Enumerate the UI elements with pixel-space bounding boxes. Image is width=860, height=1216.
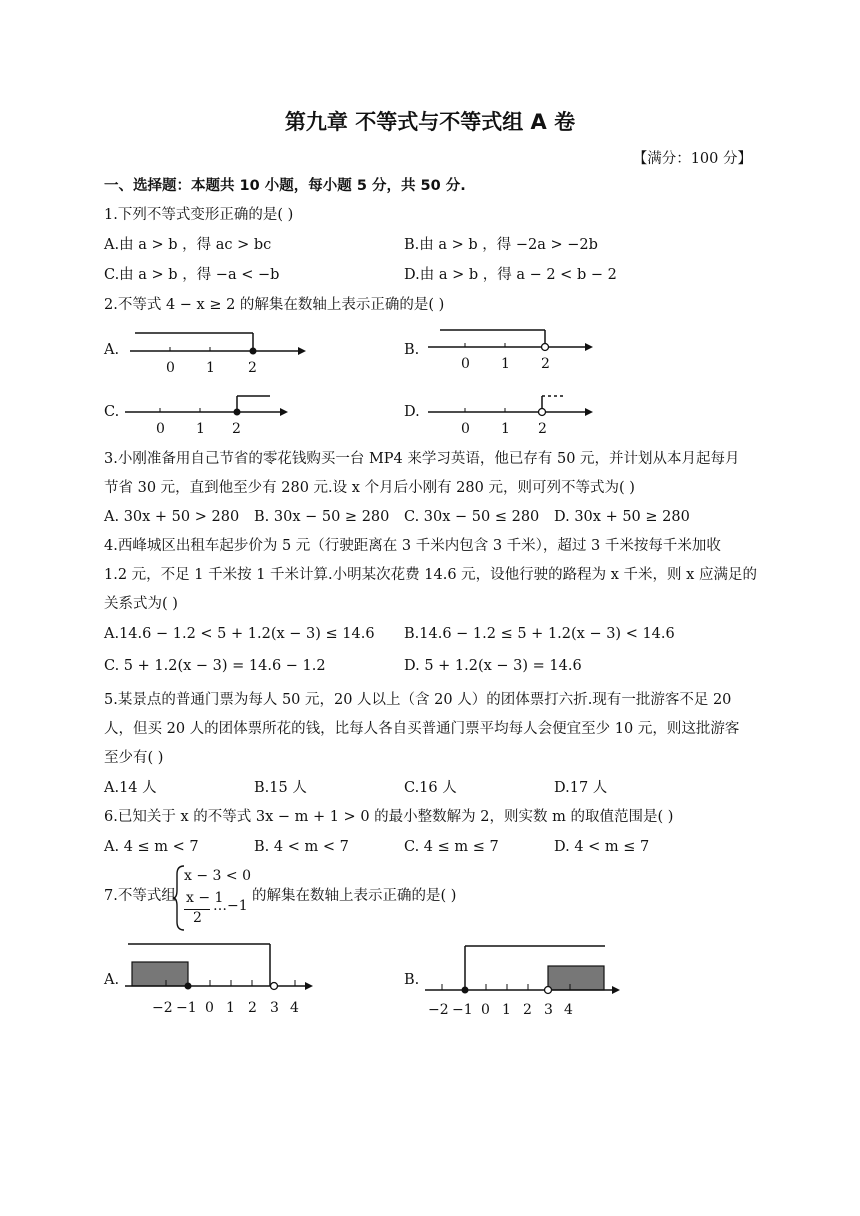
q6-stem: 6.已知关于 x 的不等式 3x − m + 1 > 0 的最小整数解为 2，则实数 m 的取值范围是( ) xyxy=(104,809,674,825)
q7-option-b-numberline xyxy=(420,938,630,1020)
q2-option-c-numberline xyxy=(120,388,300,443)
q2-option-a-numberline xyxy=(120,325,310,380)
q4-stem-line1: 4.西峰城区出租车起步价为 5 元（行驶距离在 3 千米内包含 3 千米），超过 3 千米按每千米加收 xyxy=(104,538,721,554)
tick-label: 3 xyxy=(270,1000,279,1016)
tick-label: −2 xyxy=(428,1002,449,1018)
tick-label: 1 xyxy=(502,1002,511,1018)
tick-label: 0 xyxy=(166,360,175,376)
q1-option-d: D.由 a > b ，得 a − 2 < b − 2 xyxy=(404,267,617,283)
q4-option-c: C. 5 + 1.2(x − 3) = 14.6 − 1.2 xyxy=(104,658,326,674)
q6-option-a: A. 4 ≤ m < 7 xyxy=(104,839,199,855)
tick-label: −1 xyxy=(176,1000,197,1016)
q2-option-a-label: A. xyxy=(104,342,120,358)
tick-label: 2 xyxy=(248,1000,257,1016)
q1-option-c: C.由 a > b ，得 −a < −b xyxy=(104,267,280,283)
tick-label: 2 xyxy=(538,421,547,437)
tick-label: 2 xyxy=(232,421,241,437)
tick-label: −1 xyxy=(452,1002,473,1018)
q5-option-b: B.15 人 xyxy=(254,780,307,796)
q2-option-c-label: C. xyxy=(104,404,120,420)
tick-label: 3 xyxy=(544,1002,553,1018)
tick-label: 0 xyxy=(461,356,470,372)
tick-label: 1 xyxy=(206,360,215,376)
q3-option-b: B. 30x − 50 ≥ 280 xyxy=(254,509,390,525)
q3-stem-line1: 3.小刚准备用自己节省的零花钱购买一台 MP4 来学习英语，他已存有 50 元，并计划从本月起每月 xyxy=(104,451,740,467)
q6-option-b: B. 4 < m < 7 xyxy=(254,839,349,855)
q5-stem-line2: 人，但买 20 人的团体票所花的钱，比每人各自买普通门票平均每人会便宜至少 10 元，则这批游客 xyxy=(104,721,740,737)
q1-stem: 1.下列不等式变形正确的是( ) xyxy=(104,207,294,223)
q3-stem-line2: 节省 30 元，直到他至少有 280 元.设 x 个月后小刚有 280 元，则可列不等式为( ) xyxy=(104,480,635,496)
tick-label: 0 xyxy=(156,421,165,437)
q3-option-a: A. 30x + 50 > 280 xyxy=(104,509,240,525)
q7-option-b-label: B. xyxy=(404,972,420,988)
q6-option-c: C. 4 ≤ m ≤ 7 xyxy=(404,839,499,855)
q4-option-b: B.14.6 − 1.2 ≤ 5 + 1.2(x − 3) < 14.6 xyxy=(404,626,675,642)
tick-label: 0 xyxy=(461,421,470,437)
q6-option-d: D. 4 < m ≤ 7 xyxy=(554,839,650,855)
q4-option-a: A.14.6 − 1.2 < 5 + 1.2(x − 3) ≤ 14.6 xyxy=(104,626,375,642)
q7-option-a-numberline xyxy=(120,938,320,1020)
section-heading: 一、选择题：本题共 10 小题，每小题 5 分，共 50 分. xyxy=(104,178,466,194)
tick-label: 2 xyxy=(523,1002,532,1018)
q7-system-denominator: 2 xyxy=(193,910,202,926)
full-score-label: 【满分：100 分】 xyxy=(632,151,752,167)
q5-option-c: C.16 人 xyxy=(404,780,457,796)
q5-stem-line3: 至少有( ) xyxy=(104,750,164,766)
tick-label: 1 xyxy=(501,356,510,372)
page-title: 第九章 不等式与不等式组 A 卷 xyxy=(284,110,576,134)
tick-label: 4 xyxy=(564,1002,573,1018)
q2-option-d-label: D. xyxy=(404,404,420,420)
tick-label: 1 xyxy=(226,1000,235,1016)
tick-label: 1 xyxy=(501,421,510,437)
q3-option-c: C. 30x − 50 ≤ 280 xyxy=(404,509,540,525)
q2-stem: 2.不等式 4 − x ≥ 2 的解集在数轴上表示正确的是( ) xyxy=(104,297,445,313)
q7-system-line1: x − 3 < 0 xyxy=(184,868,251,884)
tick-label: 2 xyxy=(541,356,550,372)
tick-label: 4 xyxy=(290,1000,299,1016)
tick-label: 0 xyxy=(205,1000,214,1016)
q1-option-b: B.由 a > b ，得 −2a > −2b xyxy=(404,237,598,253)
q2-option-b-numberline xyxy=(420,325,600,380)
q5-option-d: D.17 人 xyxy=(554,780,608,796)
q5-option-a: A.14 人 xyxy=(104,780,157,796)
q4-option-d: D. 5 + 1.2(x − 3) = 14.6 xyxy=(404,658,582,674)
q4-stem-line2: 1.2 元，不足 1 千米按 1 千米计算.小明某次花费 14.6 元，设他行驶的路程为 x 千米，则 x 应满足的 xyxy=(104,567,757,583)
q7-option-a-label: A. xyxy=(104,972,120,988)
q3-option-d: D. 30x + 50 ≥ 280 xyxy=(554,509,690,525)
q7-stem-prefix: 7.不等式组 xyxy=(104,888,176,904)
tick-label: 2 xyxy=(248,360,257,376)
q1-option-a: A.由 a > b ，得 ac > bc xyxy=(104,237,272,253)
q7-system-relation: …−1 xyxy=(213,898,248,914)
tick-label: 0 xyxy=(481,1002,490,1018)
tick-label: 1 xyxy=(196,421,205,437)
tick-label: −2 xyxy=(152,1000,173,1016)
q2-option-b-label: B. xyxy=(404,342,420,358)
q4-stem-line3: 关系式为( ) xyxy=(104,596,178,612)
q7-stem-suffix: 的解集在数轴上表示正确的是( ) xyxy=(252,888,457,904)
q2-option-d-numberline xyxy=(420,388,600,443)
q7-system-numerator: x − 1 xyxy=(186,890,224,906)
q5-stem-line1: 5.某景点的普通门票为每人 50 元，20 人以上（含 20 人）的团体票打六折.现有一批游客不足 20 xyxy=(104,692,732,708)
